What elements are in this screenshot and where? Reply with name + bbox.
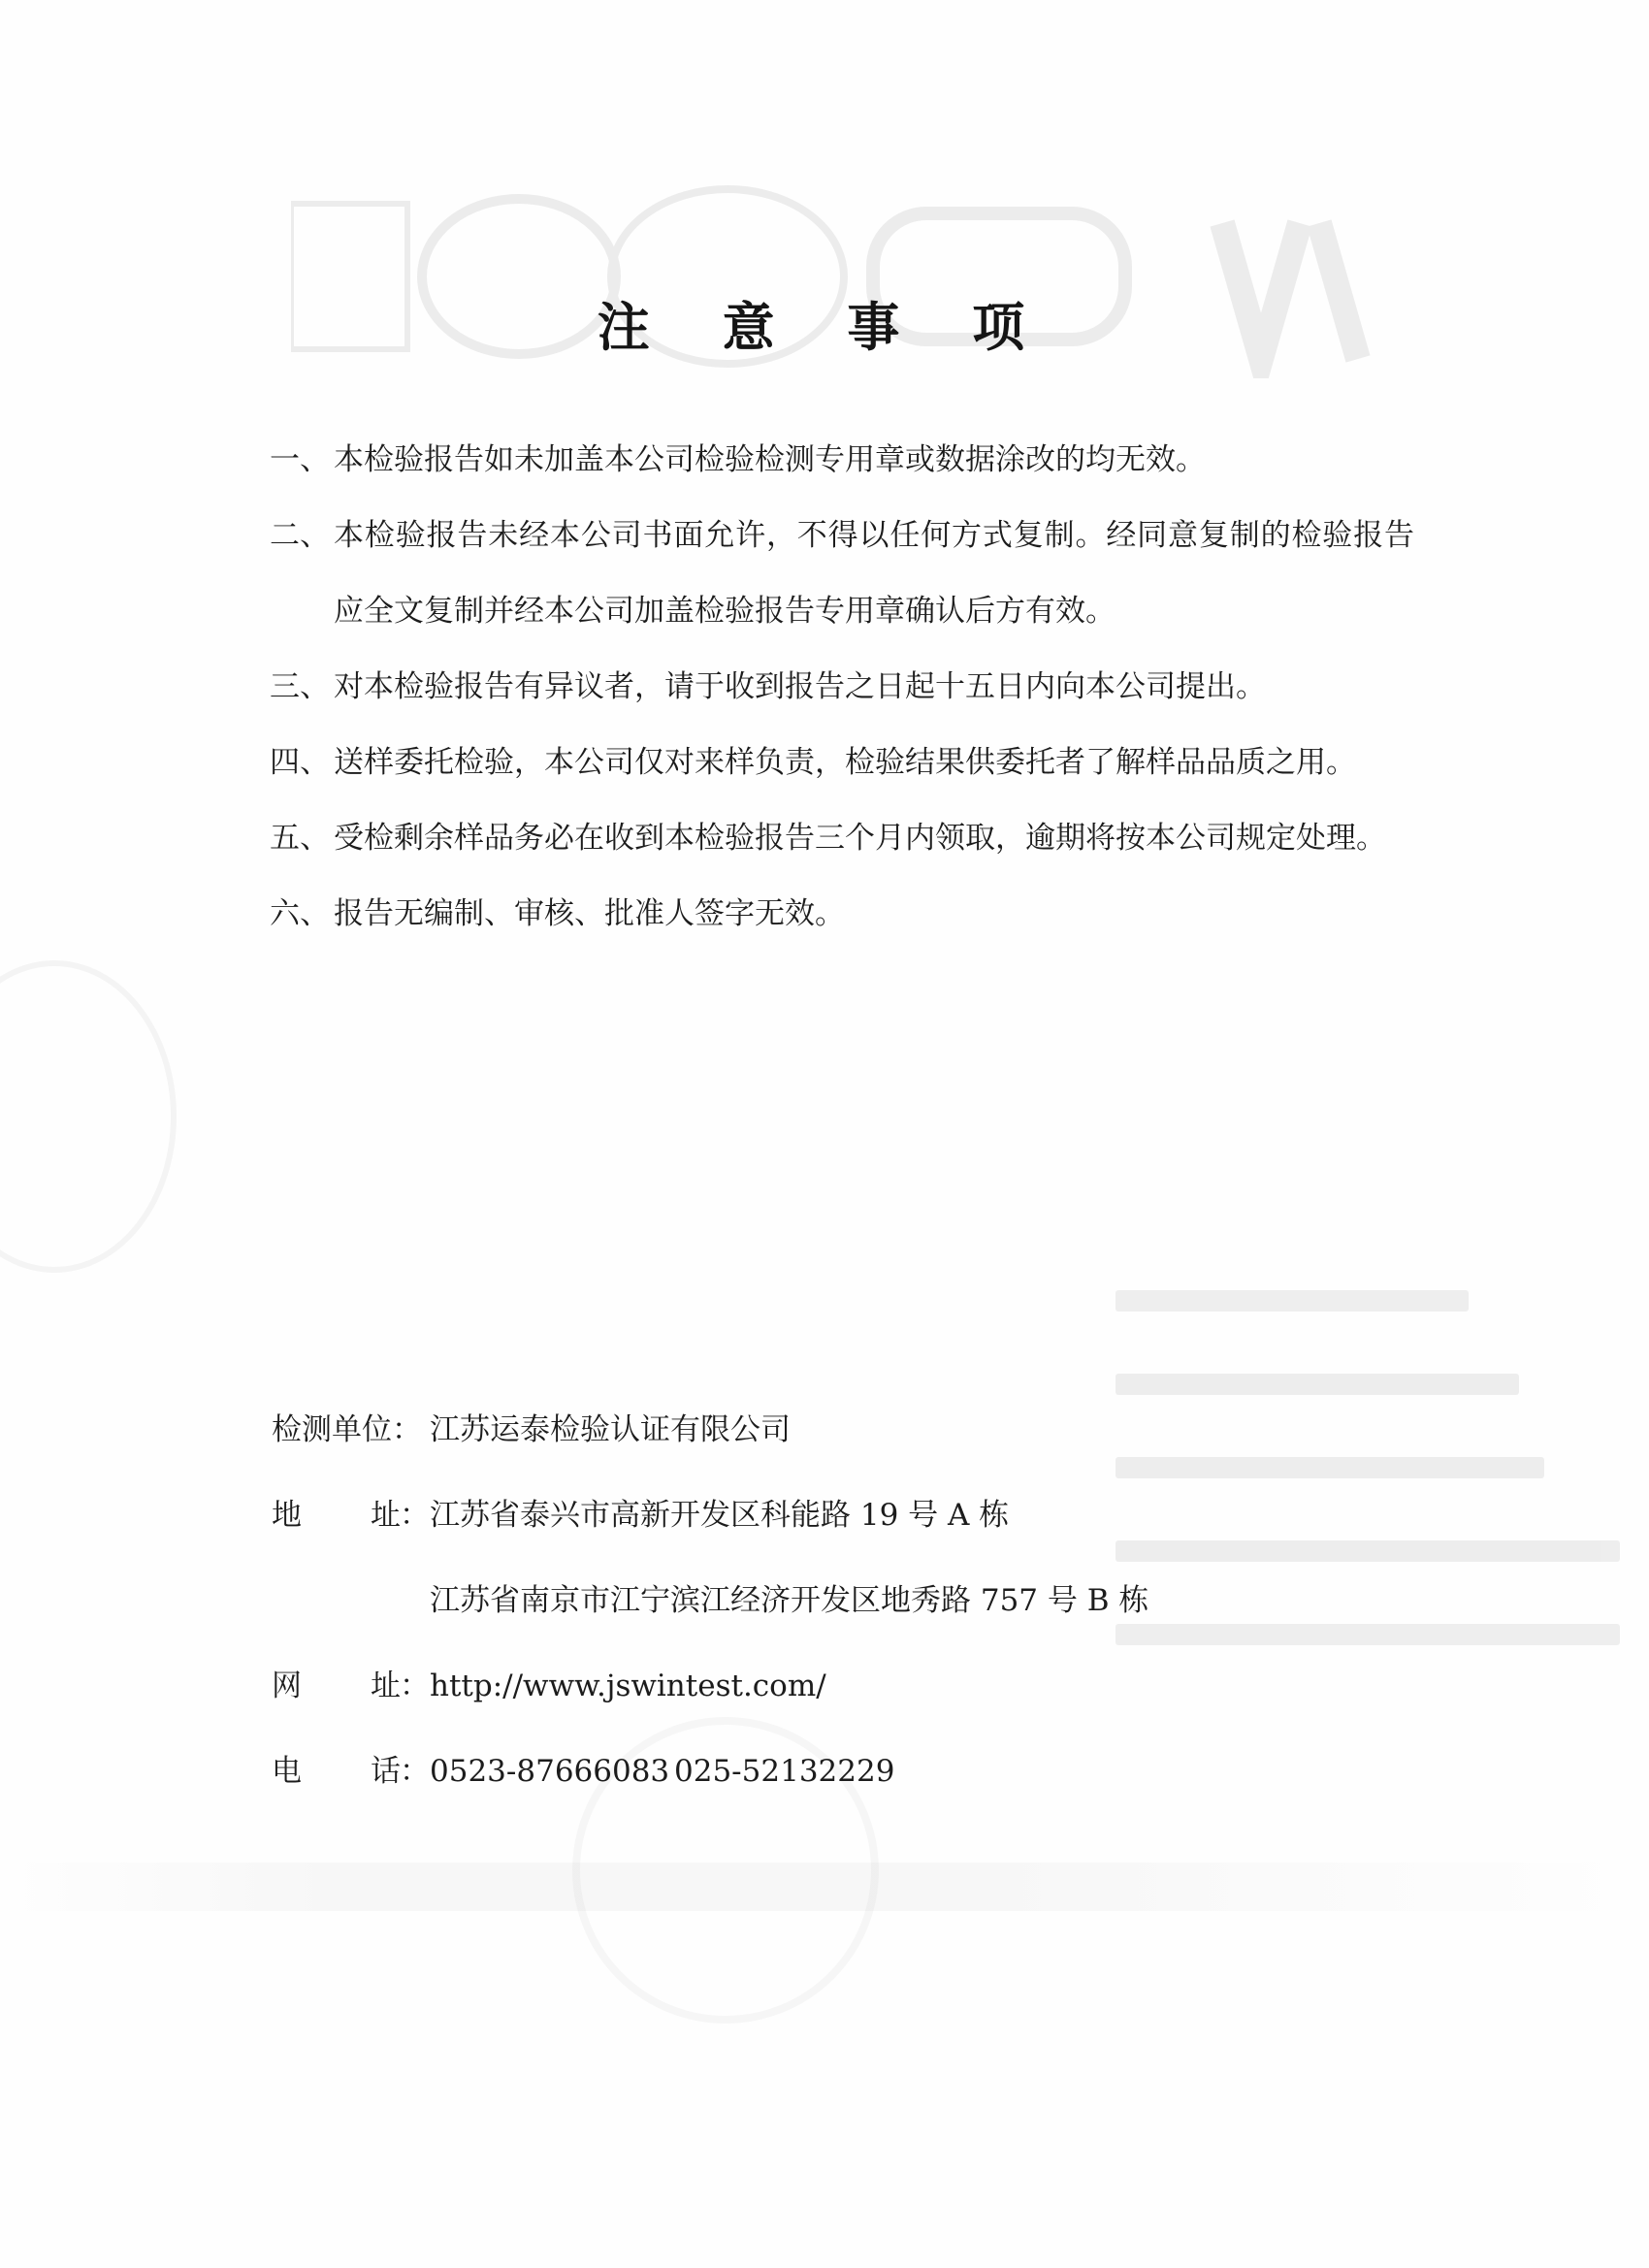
notice-text: 本检验报告如未加盖本公司检验检测专用章或数据涂改的均无效。 bbox=[334, 442, 1206, 477]
phone-label-first-char: 电 bbox=[272, 1754, 302, 1789]
address-label-first-char: 地 bbox=[272, 1498, 302, 1533]
notice-text: 本检验报告未经本公司书面允许，不得以任何方式复制。经同意复制的检验报告应全文复制并经本公司加盖检验报告专用章确认后方有效。 bbox=[334, 518, 1414, 629]
notice-number: 四、 bbox=[270, 745, 330, 780]
address-value-1: 江苏省泰兴市高新开发区科能路 19 号 A 栋 bbox=[430, 1498, 1010, 1533]
phone-number-2: 025-52132229 bbox=[674, 1754, 895, 1789]
notice-item bbox=[270, 800, 1414, 876]
notice-number: 六、 bbox=[270, 896, 330, 931]
notice-number: 二、 bbox=[270, 518, 330, 553]
contact-row-website bbox=[272, 1643, 1387, 1729]
phone-number-1: 0523-87666083 bbox=[430, 1754, 670, 1789]
notice-item bbox=[270, 498, 1414, 649]
website-label-second-char: 址 bbox=[371, 1669, 401, 1703]
notice-text: 送样委托检验，本公司仅对来样负责，检验结果供委托者了解样品品质之用。 bbox=[334, 745, 1356, 780]
contact-info bbox=[272, 1387, 1387, 1814]
contact-row-address bbox=[272, 1473, 1387, 1558]
contact-row-unit bbox=[272, 1387, 1387, 1473]
page-title: 注 意 事 项 bbox=[597, 297, 1052, 358]
address-label-second-char: 址 bbox=[371, 1498, 401, 1533]
notice-text: 对本检验报告有异议者，请于收到报告之日起十五日内向本公司提出。 bbox=[334, 669, 1266, 704]
notice-list bbox=[270, 422, 1414, 952]
website-label-first-char: 网 bbox=[272, 1669, 302, 1703]
notice-item bbox=[270, 422, 1414, 498]
unit-value: 江苏运泰检验认证有限公司 bbox=[430, 1412, 791, 1447]
notice-text: 受检剩余样品务必在收到本检验报告三个月内领取，逾期将按本公司规定处理。 bbox=[334, 821, 1386, 856]
notice-text: 报告无编制、审核、批准人签字无效。 bbox=[334, 896, 845, 931]
address-value-2: 江苏省南京市江宁滨江经济开发区地秀路 757 号 B 栋 bbox=[430, 1583, 1149, 1618]
phone-colon: ： bbox=[400, 1754, 430, 1789]
unit-label: 检测单位： bbox=[272, 1412, 422, 1447]
notice-item bbox=[270, 876, 1414, 952]
bleed-through-seal-left bbox=[0, 960, 177, 1273]
notice-item bbox=[270, 725, 1414, 800]
bleed-through-band bbox=[0, 1863, 1649, 1911]
notice-item bbox=[270, 649, 1414, 725]
notice-number: 三、 bbox=[270, 669, 330, 704]
website-colon: ： bbox=[400, 1669, 430, 1703]
contact-row-address-2 bbox=[272, 1558, 1387, 1643]
notice-number: 一、 bbox=[270, 442, 330, 477]
contact-row-phone bbox=[272, 1729, 1387, 1814]
phone-label-second-char: 话 bbox=[371, 1754, 401, 1789]
website-link[interactable]: http://www.jswintest.com/ bbox=[430, 1669, 826, 1703]
notice-number: 五、 bbox=[270, 821, 330, 856]
address-colon: ： bbox=[400, 1498, 430, 1533]
